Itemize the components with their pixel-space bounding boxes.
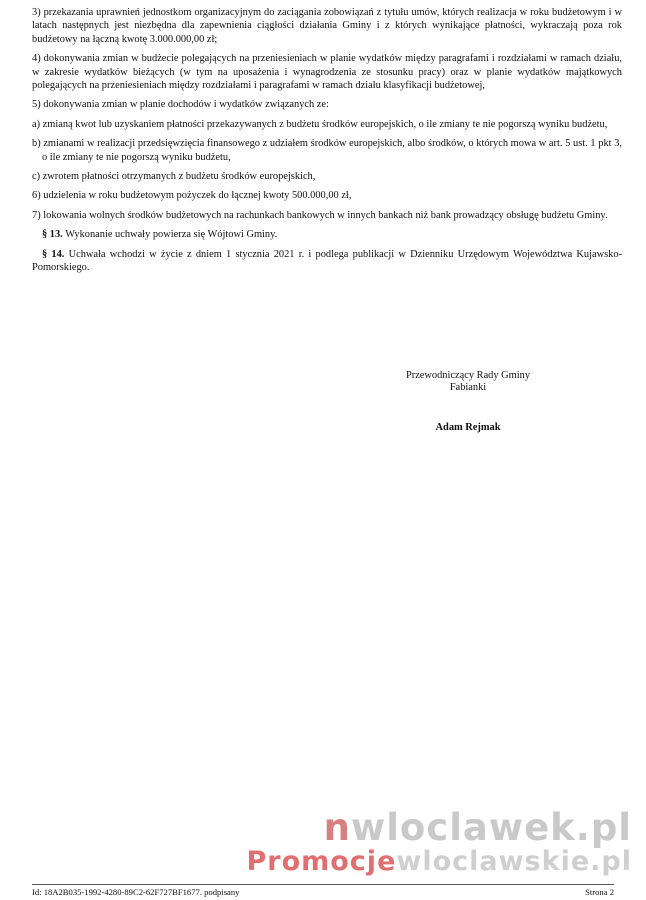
- paragraph-6: 6) udzielenia w roku budżetowym pożyczek do łącznej kwoty 500.000,00 zł,: [32, 190, 352, 202]
- section-13: [32, 228, 622, 241]
- watermark-site-2: wloclawskie.pl: [396, 846, 632, 877]
- footer-divider: [32, 884, 614, 885]
- watermark-nwloclawek: [324, 806, 632, 849]
- paragraph-5b: b) zmianami w realizacji przedsięwzięcia finansowego z udziałem środków europejskich, albo środków, o których mowa w art. 5 ust. 1 pkt 3, o ile zmiany te nie pogorszą wyniku budżetu,: [32, 138, 622, 163]
- watermark-site-1: wloclawek.pl: [351, 806, 632, 849]
- paragraph-5c: c) zwrotem płatności otrzymanych z budżetu środków europejskich,: [32, 171, 316, 183]
- document-id: Id: 18A2B035-1992-4280-89C2-62F727BF1677. podpisany: [32, 887, 240, 897]
- section-14: [32, 248, 622, 275]
- paragraph-5a: a) zmianą kwot lub uzyskaniem płatności przekazywanych z budżetu środków europejskich, o ile zmiany te nie pogorszą wyniku budżetu,: [32, 118, 608, 130]
- signature-block: [386, 370, 550, 434]
- section-14-label: § 14.: [42, 248, 65, 260]
- page-number: Strona 2: [585, 887, 614, 897]
- paragraph-3: 3) przekazania uprawnień jednostkom organizacyjnym do zaciągania zobowiązań z tytułu umów, których realizacja w roku budżetowym i w latach następnych jest niezbędna dla zapewnienia ciągłości działania Gminy i z których wynikające płatności, wykraczają poza rok budżetowy na łączną kwotę 3.000.000,00 zł;: [32, 7, 622, 45]
- section-13-text: Wykonanie uchwały powierza się Wójtowi Gminy.: [62, 229, 278, 241]
- signature-title: Przewodniczący Rady Gminy: [405, 370, 531, 381]
- document-body: [32, 6, 622, 281]
- section-14-text: Uchwała wchodzi w życie z dniem 1 stycznia 2021 r. i podlega publikacji w Dzienniku Urzędowym Województwa Kujawsko-Pomorskiego.: [32, 248, 622, 274]
- footer: [32, 887, 614, 897]
- signature-name: Adam Rejmak: [435, 422, 501, 433]
- paragraph-7: 7) lokowania wolnych środków budżetowych na rachunkach bankowych w innych bankach niż bank prowadzący obsługę budżetu Gminy.: [32, 209, 608, 221]
- paragraph-5: 5) dokonywania zmian w planie dochodów i wydatków związanych ze:: [32, 99, 329, 111]
- signature-place: Fabianki: [449, 382, 487, 393]
- watermark-accent-word: Promocje: [246, 846, 397, 877]
- watermark-promocje: [246, 846, 632, 877]
- watermark-accent-letter: n: [323, 806, 352, 849]
- section-13-label: § 13.: [42, 229, 63, 241]
- paragraph-4: 4) dokonywania zmian w budżecie polegających na przeniesieniach w planie wydatków między paragrafami i rozdziałami w ramach działu, w zakresie wydatków bieżących (w tym na uposażenia i wynagrodzenia ze stosunku pracy) oraz w planie wydatków majątkowych polegających na przeniesieniach między rozdziałami i paragrafami w ramach działu klasyfikacji budżetowej,: [32, 53, 622, 92]
